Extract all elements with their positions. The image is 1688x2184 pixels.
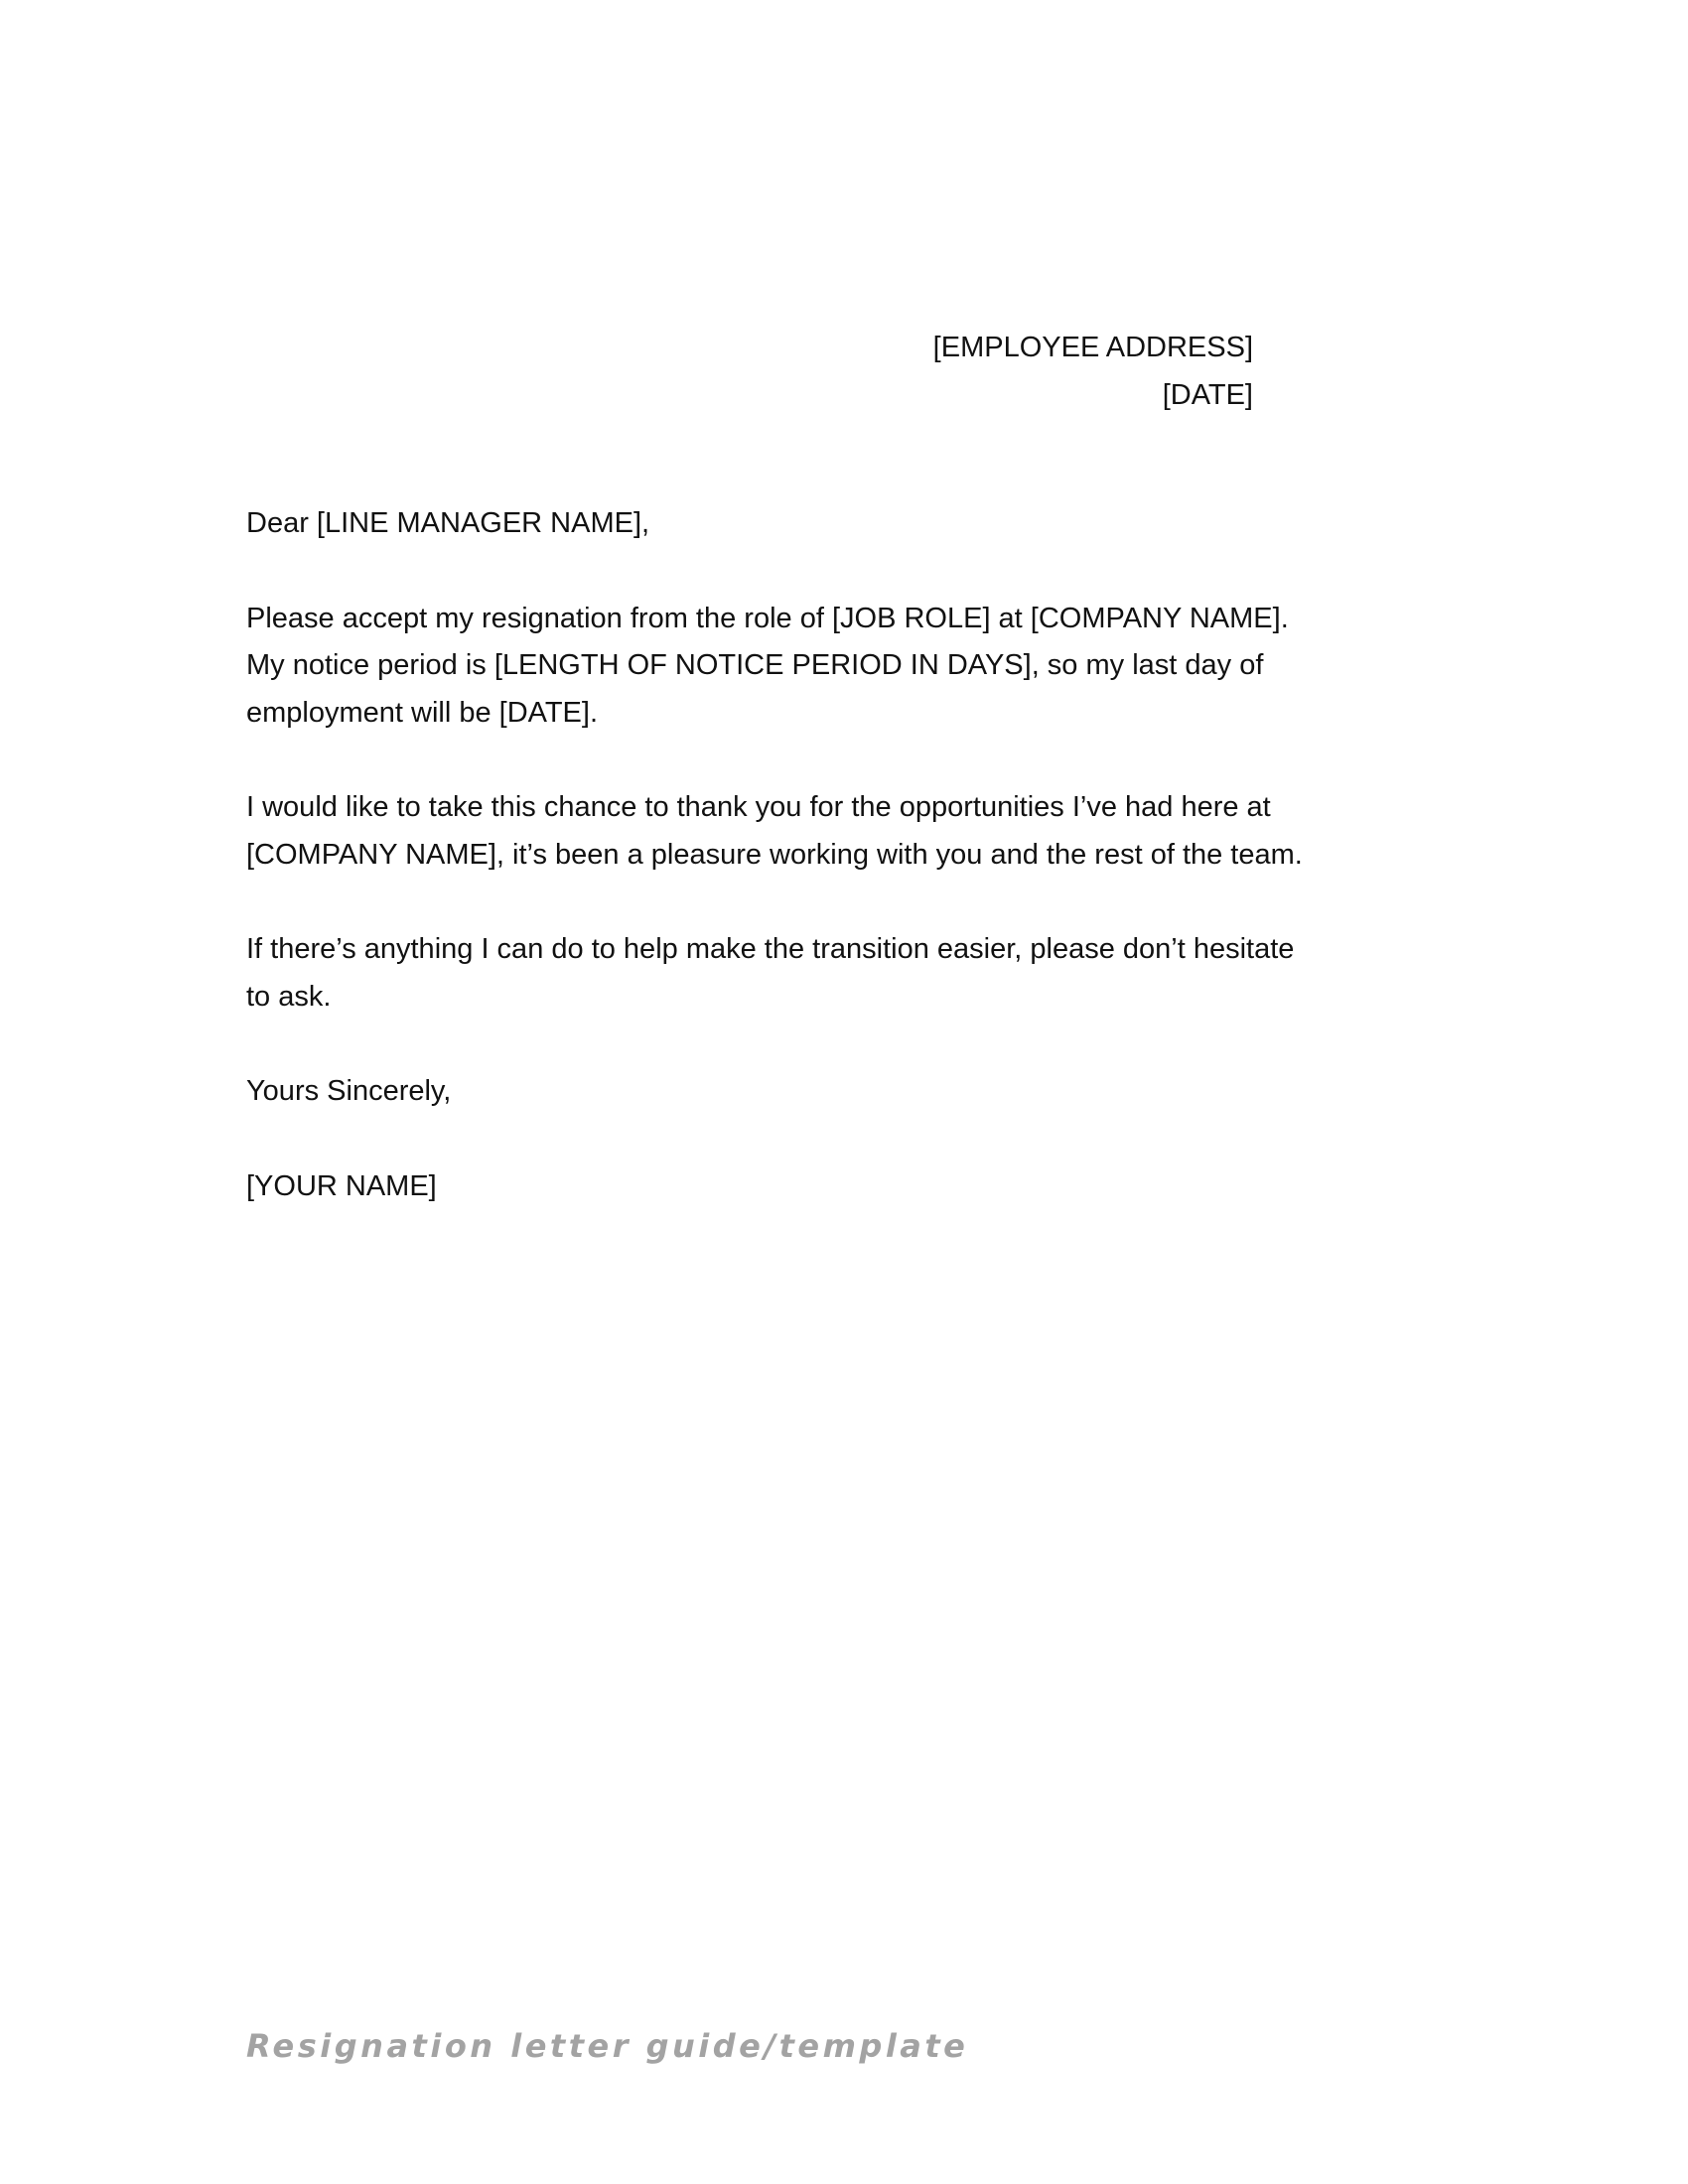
sender-block	[246, 325, 1253, 419]
salutation: Dear [LINE MANAGER NAME],	[246, 507, 650, 539]
paragraph-thanks	[246, 784, 1303, 879]
employee-address: [EMPLOYEE ADDRESS]	[932, 332, 1253, 363]
paragraph-line: If there’s anything I can do to help make the transition easier, please don’t hesitate	[246, 933, 1295, 965]
paragraph-line: employment will be [DATE].	[246, 696, 599, 729]
closing: Yours Sincerely,	[246, 1075, 452, 1107]
signature-name: [YOUR NAME]	[246, 1169, 437, 1202]
paragraph-line: to ask.	[246, 980, 332, 1013]
footer-caption: Resignation letter guide/template	[246, 2027, 969, 2065]
letter-date: [DATE]	[1162, 378, 1253, 411]
paragraph-line: My notice period is [LENGTH OF NOTICE PERIOD IN DAYS], so my last day of	[246, 649, 1264, 681]
paragraph-line: I would like to take this chance to thank you for the opportunities I’ve had here at	[246, 791, 1271, 823]
paragraph-line: [COMPANY NAME], it’s been a pleasure working with you and the rest of the team.	[246, 838, 1303, 871]
paragraph-line: Please accept my resignation from the role of [JOB ROLE] at [COMPANY NAME].	[246, 602, 1289, 634]
paragraph-transition	[246, 926, 1295, 1021]
paragraph-resignation	[246, 596, 1289, 738]
resignation-letter	[246, 325, 1303, 1210]
